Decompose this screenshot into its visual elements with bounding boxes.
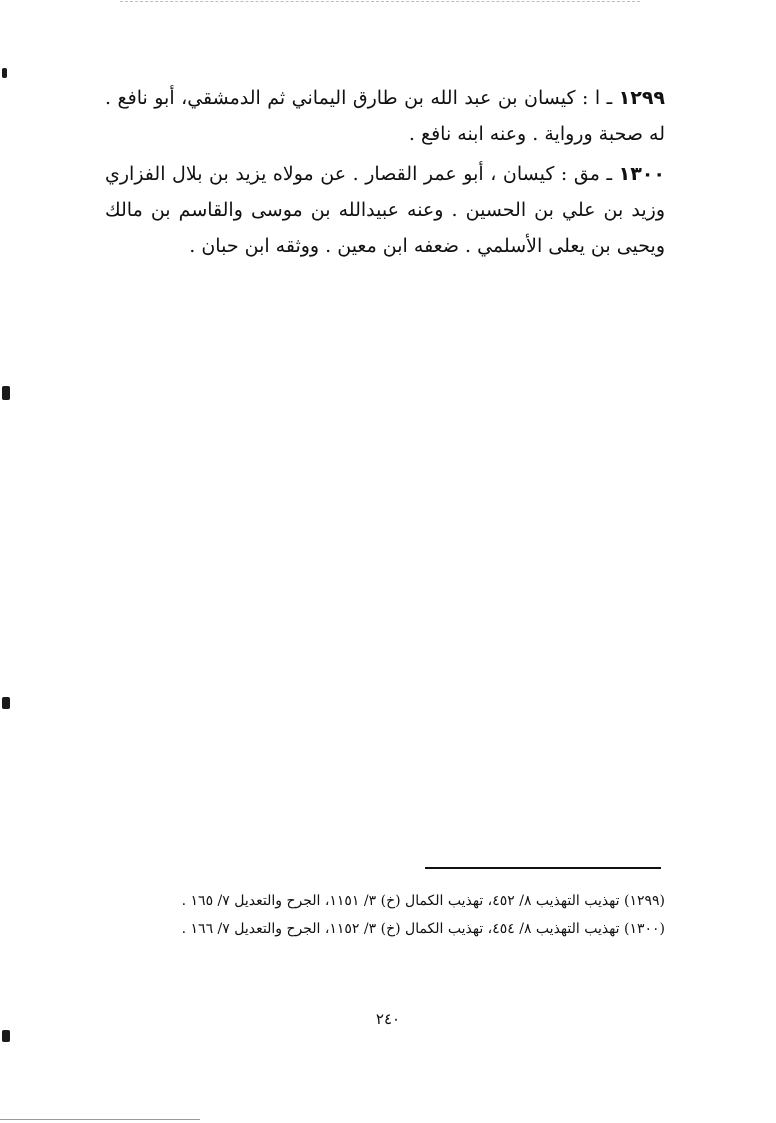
footnotes [105,888,665,944]
main-text [105,80,665,268]
scan-artifact-top-line [120,1,640,2]
scan-artifact-mark [2,386,10,400]
scan-artifact-mark [2,697,10,709]
scan-artifact-mark [2,68,7,78]
scan-artifact-bottom-line [0,1119,200,1120]
entry-number: ١٣٠٠ [618,163,665,185]
footnote-1299: (١٢٩٩) تهذيب التهذيب ٨/ ٤٥٢، تهذيب الكمال (خ) ٣/ ١١٥١، الجرح والتعديل ٧/ ١٦٥ . [181,893,665,909]
footnote-separator [425,867,661,869]
footnote-1300: (١٣٠٠) تهذيب التهذيب ٨/ ٤٥٤، تهذيب الكمال (خ) ٣/ ١١٥٢، الجرح والتعديل ٧/ ١٦٦ . [181,921,665,937]
entry-1300 [105,156,665,264]
entry-text: ـ مق : كيسان ، أبو عمر القصار . عن مولاه يزيد بن بلال الفزاري وزيد بن علي بن الحسين . وعنه عبيدالله بن موسى والقاسم بن مالك ويحيى بن يعلى الأسلمي . ضعفه ابن معين . ووثقه ابن حبان . [105,163,665,257]
scan-artifact-mark [2,1030,10,1042]
entry-text: ـ ا : كيسان بن عبد الله بن طارق اليماني ثم الدمشقي، أبو نافع . له صحبة ورواية . وعنه ابنه نافع . [105,87,665,145]
entry-number: ١٢٩٩ [618,87,666,109]
page-number: ٢٤٠ [375,1010,401,1028]
entry-1299 [105,80,665,152]
